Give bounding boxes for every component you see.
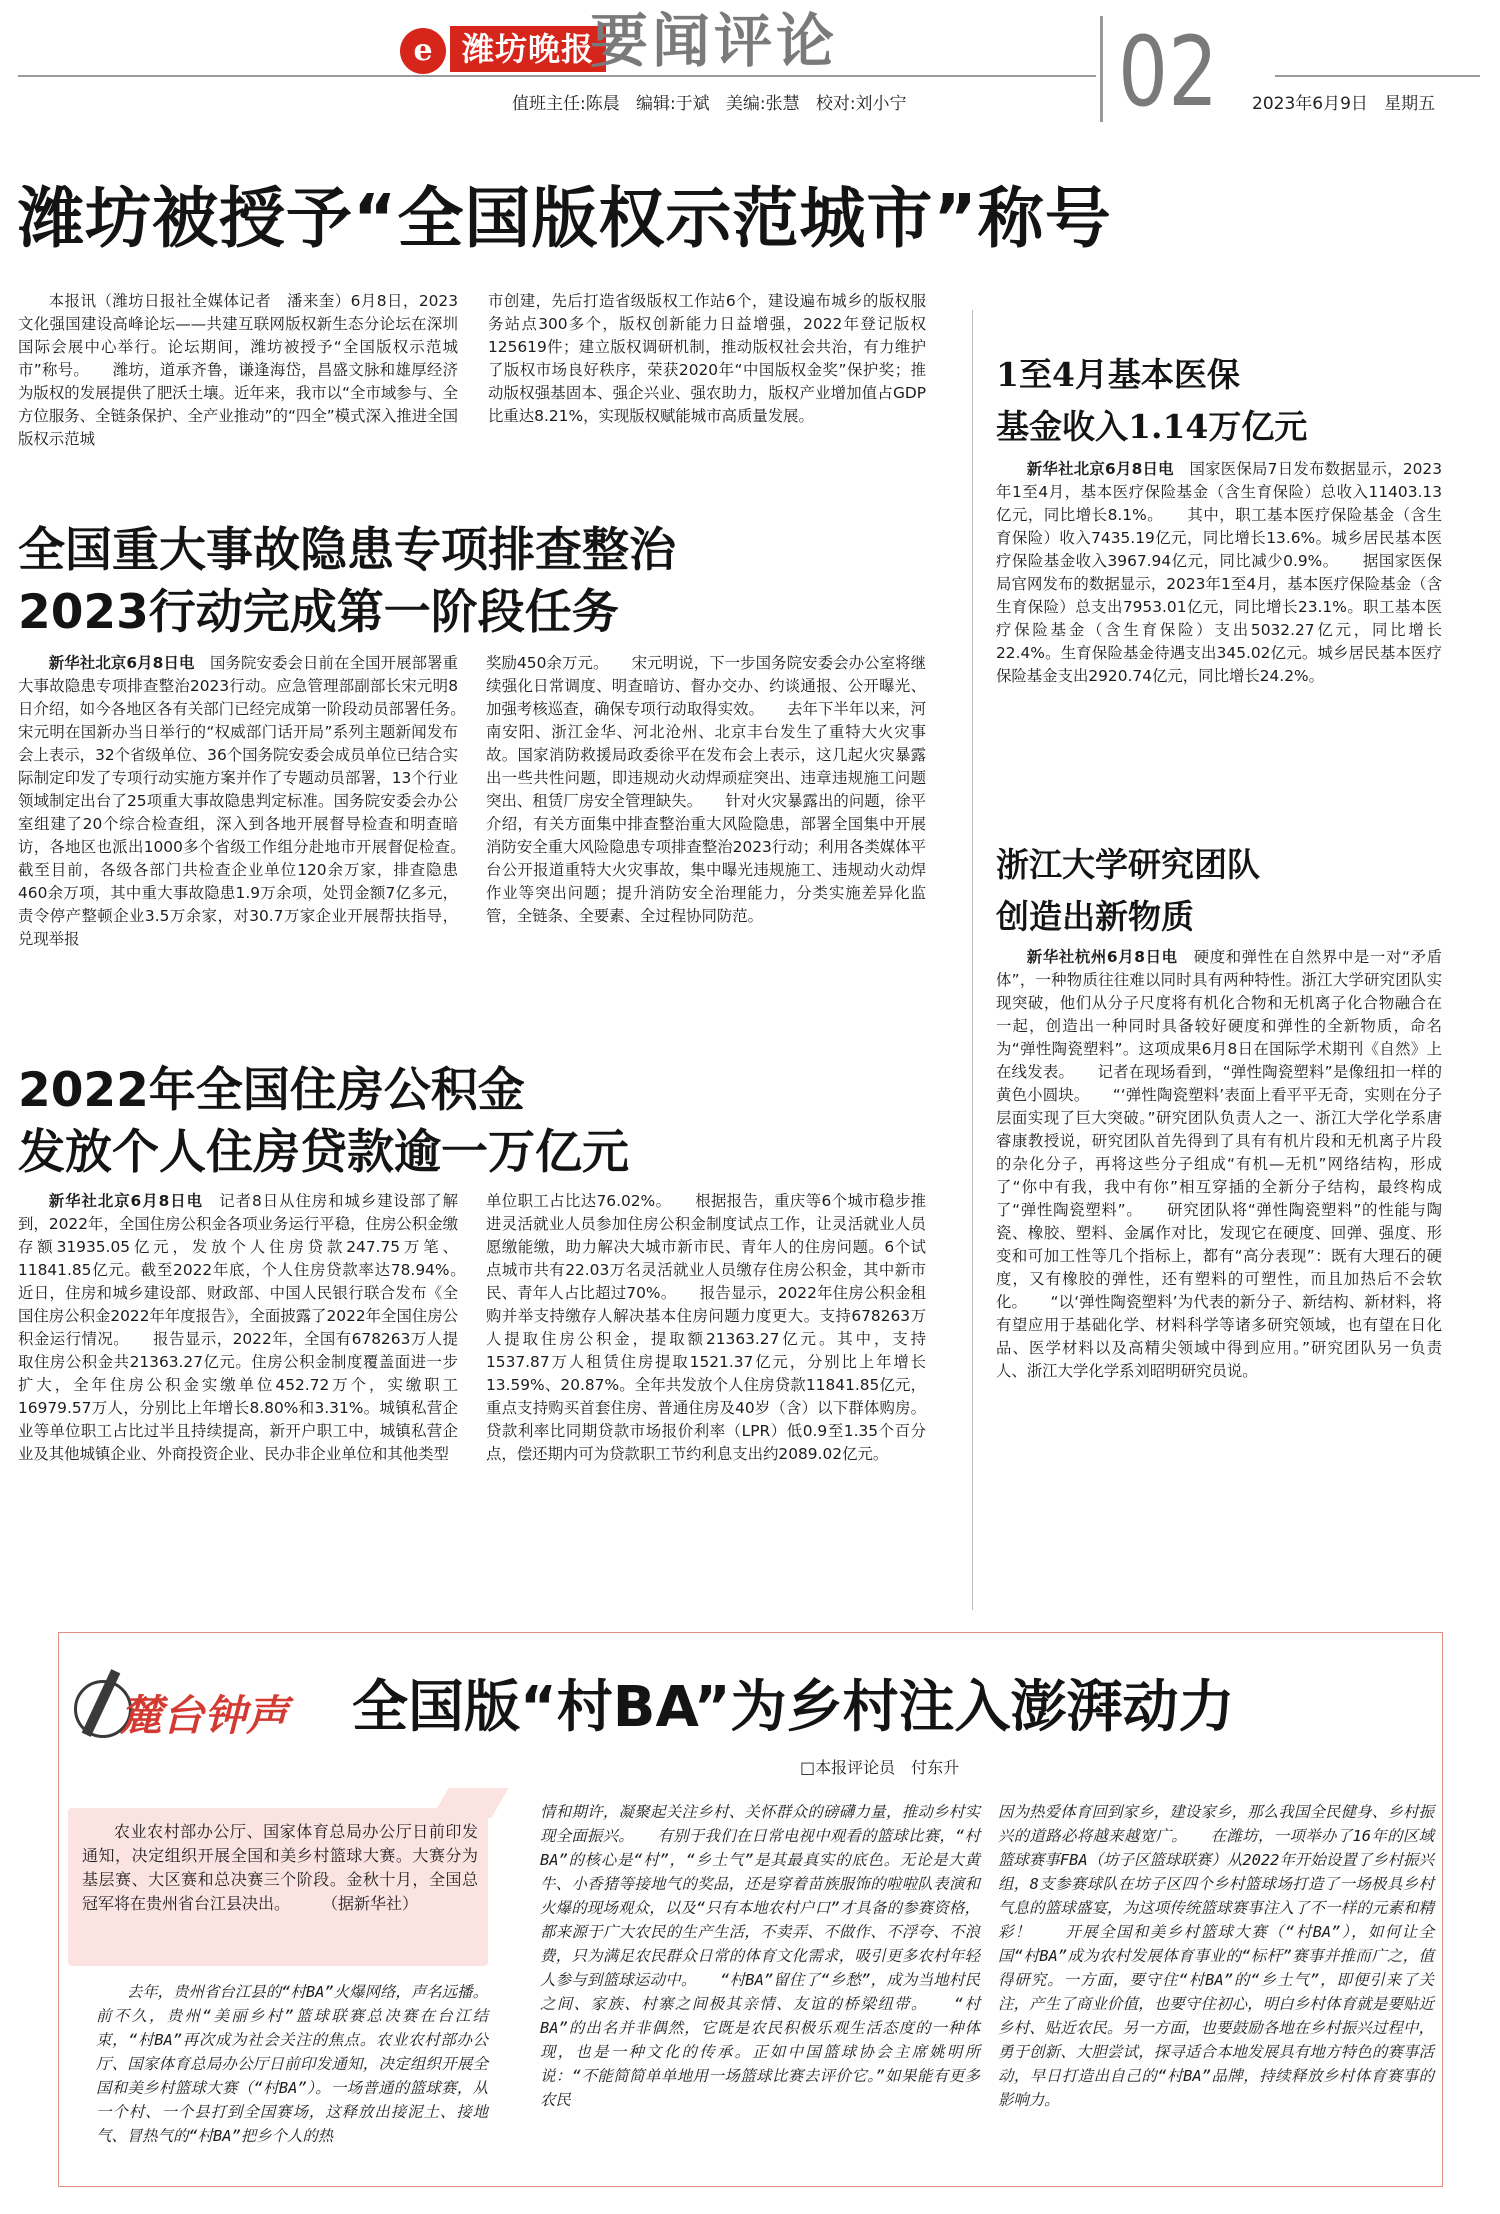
insurance-dateline: 新华社北京6月8日电 — [1026, 460, 1174, 478]
insurance-paragraph: 国家医保局7日发布数据显示，2023年1至4月，基本医疗保险基金（含生育保险）总收入11403.13亿元，同比增长8.1%。 其中，职工基本医疗保险基金（含生育保险）收入7435.19亿元，同比增长13.6%。城乡居民基本医疗保险基金收入3967.94亿元，同比减少0.9%。 据国家医保局官网发布的数据显示，2023年1至4月，基本医疗保险基金（含生育保险）总支出7953.01亿元，同比增长23.1%。职工基本医疗保险基金（含生育保险）支出5032.27亿元，同比增长22.4%。生育保险基金待遇支出345.02亿元。城乡居民基本医疗保险基金支出2920.74亿元，同比增长24.2%。 — [996, 460, 1442, 685]
lead-paragraph-1: 本报讯（潍坊日报社全媒体记者 潘来奎）6月8日，2023文化强国建设高峰论坛——共建互联网版权新生态分论坛在深圳国际会展中心举行。论坛期间，潍坊被授予“全国版权示范城市”称号。 潍坊，道承齐鲁，谦逢海岱，昌盛文脉和雄厚经济为版权的发展提供了肥沃土壤。近年来，我市以“全市域参与、全方位服务、全链条保护、全产业推动”的“四全”模式深入推进全国版权示范城 — [18, 292, 458, 448]
safety-paragraph-1: 国务院安委会日前在全国开展部署重大事故隐患专项排查整治2023行动。应急管理部副部长宋元明8日介绍，如今各地区各有关部门已经完成第一阶段动员部署任务。 宋元明在国新办当日举行的“权威部门话开局”系列主题新闻发布会上表示，32个省级单位、36个国务院安委会成员单位已结合实际制定印发了专项行动实施方案并作了专题动员部署，13个行业领域制定出台了25项重大事故隐患判定标准。国务院安委会办公室组建了20个综合检查组，深入到各地开展督导检查和明查暗访，各地区也派出1000多个省级工作组分赴地市开展督促检查。 截至目前，各级各部门共检查企业单位120余万家，排查隐患460余万项，其中重大事故隐患1.9万余项，处罚金额7亿多元，责令停产整顿企业3.5万余家，对30.7万家企业开展帮扶指导，兑现举报 — [18, 654, 489, 948]
commentary-paragraph-2: 情和期许，凝聚起关注乡村、关怀群众的磅礴力量，推动乡村实现全面振兴。 有别于我们在日常电视中观看的篮球比赛，“村BA”的核心是“村”，“乡土气”是其最真实的底色。无论是大黄牛、小香猪等接地气的奖品，还是穿着苗族服饰的啦啦队表演和火爆的现场观众，以及“只有本地农村户口”才具备的参赛资格，都来源于广大农民的生产生活，不卖弄、不做作、不浮夸、不浪费，只为满足农民群众日常的体育文化需求，吸引更多农村年轻人参与到篮球运动中。 “村BA”留住了“乡愁”，成为当地村民之间、家族、村寨之间极其亲情、友谊的桥梁纽带。 “村BA”的出名并非偶然，它既是农民积极乐观生活态度的一种体现，也是一种文化的传承。正如中国篮球协会主席姚明所说：“不能简简单单地用一场篮球比赛去评价它。”如果能有更多农民 — [540, 1803, 980, 2109]
housing-article-col2 — [486, 1190, 926, 1612]
safety-headline-line1: 全国重大事故隐患专项排查整治 — [18, 523, 676, 578]
commentary-paragraph-3: 因为热爱体育回到家乡，建设家乡，那么我国全民健身、乡村振兴的道路必将越来越宽广。 在潍坊，一项举办了16年的区域篮球赛事FBA（坊子区篮球联赛）从2022年开始设置了乡村振兴组，8支参赛球队在坊子区四个乡村篮球场打造了一场极具乡村气息的篮球盛宴，为这项传统篮球赛事注入了不一样的元素和精彩！ 开展全国和美乡村篮球大赛（“村BA”），如何让全国“村BA”成为农村发展体育事业的“标杆”赛事并推而广之，值得研究。一方面，要守住“村BA”的“乡土气”，即便引来了关注，产生了商业价值，也要守住初心，明白乡村体育就是要贴近乡村、贴近农民。另一方面，也要鼓励各地在乡村振兴过程中，勇于创新、大胆尝试，探寻适合本地发展具有地方特色的赛事活动，早日打造出自己的“村BA”品牌，持续释放乡村体育赛事的影响力。 — [998, 1803, 1434, 2109]
lead-paragraph-2: 市创建，先后打造省级版权工作站6个，建设遍布城乡的版权服务站点300多个，版权创新能力日益增强，2022年登记版权125619件；建立版权调研机制，推动版权社会共治，有力维护了版权市场良好秩序，荣获2020年“中国版权金奖”保护奖；推动版权强基固本、强企兴业、强农助力，版权产业增加值占GDP比重达8.21%，实现版权赋能城市高质量发展。 — [488, 292, 926, 425]
lead-article-col1 — [18, 290, 458, 502]
editorial-credits: 值班主任:陈晨 编辑:于斌 美编:张慧 校对:刘小宁 — [512, 94, 907, 114]
commentary-headline: 全国版“村BA”为乡村注入澎湃动力 — [352, 1675, 1235, 1740]
summary-text — [82, 1820, 478, 1916]
housing-dateline: 新华社北京6月8日电 — [48, 1192, 203, 1210]
insurance-article — [996, 458, 1442, 778]
brand-logo-icon: e — [400, 28, 446, 74]
safety-article-col1 — [18, 652, 489, 1048]
commentary-paragraph-1: 去年，贵州省台江县的“村BA”火爆网络，声名远播。前不久，贵州“美丽乡村”篮球联赛总决赛在台江结束，“村BA”再次成为社会关注的焦点。农业农村部办公厅、国家体育总局办公厅日前印发通知，决定组织开展全国和美乡村篮球大赛（“村BA”）。一场普通的篮球赛，从一个村、一个县打到全国赛场，这释放出接泥土、接地气、冒热气的“村BA”把乡个人的热 — [96, 1983, 488, 2145]
brand-name: 潍坊晚报 — [450, 26, 606, 72]
masthead-rule-right — [1275, 75, 1480, 77]
housing-paragraph-1: 记者8日从住房和城乡建设部了解到，2022年，全国住房公积金各项业务运行平稳，住房公积金缴存额31935.05亿元，发放个人住房贷款247.75万笔、11841.85亿元。截至2022年底，个人住房贷款率达78.94%。 近日，住房和城乡建设部、财政部、中国人民银行联合发布《全国住房公积金2022年年度报告》，全面披露了2022年全国住房公积金运行情况。 报告显示，2022年，全国有678263万人提取住房公积金共21363.27亿元。住房公积金制度覆盖面进一步扩大，全年住房公积金实缴单位452.72万个，实缴职工16979.57万人，分别比上年增长8.80%和3.31%。城镇私营企业等单位职工占比过半且持续提高，新开户职工中，城镇私营企业及其他城镇企业、外商投资企业、民办非企业单位和其他类型 — [18, 1192, 489, 1463]
commentary-col2 — [540, 1800, 980, 2180]
commentary-byline: □本报评论员 付东升 — [800, 1758, 960, 1777]
material-paragraph: 硬度和弹性在自然界中是一对“矛盾体”，一种物质往往难以同时具有两种特性。浙江大学研究团队实现突破，他们从分子尺度将有机化合物和无机离子化合物融合在一起，创造出一种同时具备较好硬度和弹性的全新物质，命名为“弹性陶瓷塑料”。这项成果6月8日在国际学术期刊《自然》上在线发表。 记者在现场看到，“弹性陶瓷塑料”是像纽扣一样的黄色小圆块。 “‘弹性陶瓷塑料’表面上看平平无奇，实则在分子层面实现了巨大突破。”研究团队负责人之一、浙江大学化学系唐睿康教授说，研究团队首先得到了具有有机片段和无机离子片段的杂化分子，再将这些分子组成“有机—无机”网络结构，形成了“你中有我，我中有你”相互穿插的全新分子结构，最终构成了“弹性陶瓷塑料”。 研究团队将“弹性陶瓷塑料”的性能与陶瓷、橡胶、塑料、金属作对比，发现它在硬度、回弹、强度、形变和可加工性等几个指标上，都有“高分表现”：既有大理石的硬度，又有橡胶的弹性，还有塑料的可塑性，而且加热后不会软化。 “以‘弹性陶瓷塑料’为代表的新分子、新结构、新材料，将有望应用于基础化学、材料科学等诸多研究领域，也有望在日化品、医学材料以及高精尖领域中得到应用。”研究团队另一负责人、浙江大学化学系刘昭明研究员说。 — [996, 948, 1442, 1380]
safety-paragraph-2: 奖励450余万元。 宋元明说，下一步国务院安委会办公室将继续强化日常调度、明查暗访、督办交办、约谈通报、公开曝光、加强考核巡查，确保专项行动取得实效。 去年下半年以来，河南安阳、浙江金华、河北沧州、北京丰台发生了重特大火灾事故。国家消防救援局政委徐平在发布会上表示，这几起火灾暴露出一些共性问题，即违规动火动焊顽症突出、违章违规施工问题突出、租赁厂房安全管理缺失。 针对火灾暴露出的问题，徐平介绍，有关方面集中排查整治重大风险隐患，部署全国集中开展消防安全重大风险隐患专项排查整治2023行动；利用各类媒体平台公开报道重特大火灾事故，集中曝光违规施工、违规动火动焊作业等突出问题；提升消防安全治理能力，分类实施差异化监管，全链条、全要素、全过程协同防范。 — [486, 654, 926, 925]
commentary-col3 — [998, 1800, 1434, 2180]
material-headline-line1: 浙江大学研究团队 — [996, 845, 1260, 884]
material-dateline: 新华社杭州6月8日电 — [1026, 948, 1178, 966]
masthead-rule — [18, 75, 1096, 77]
section-title: 要闻评论 — [590, 7, 839, 75]
lead-article-col2 — [488, 290, 926, 502]
safety-dateline: 新华社北京6月8日电 — [48, 654, 195, 672]
column-rule — [972, 310, 973, 1610]
lead-headline: 潍坊被授予“全国版权示范城市”称号 — [18, 180, 1112, 257]
insurance-headline-line2: 基金收入1.14万亿元 — [996, 407, 1308, 446]
page-number-divider — [1100, 16, 1103, 122]
material-headline-line2: 创造出新物质 — [996, 897, 1194, 936]
column-name: 麓台钟声 — [120, 1691, 289, 1740]
safety-article-col2 — [486, 652, 926, 1048]
housing-article-col1 — [18, 1190, 489, 1612]
material-article — [996, 946, 1442, 1612]
insurance-headline-line1: 1至4月基本医保 — [996, 355, 1240, 394]
commentary-col1 — [96, 1980, 488, 2176]
safety-headline-line2: 2023行动完成第一阶段任务 — [18, 585, 619, 640]
housing-headline-line2: 发放个人住房贷款逾一万亿元 — [18, 1125, 629, 1180]
summary-paragraph: 农业农村部办公厅、国家体育总局办公厅日前印发通知，决定组织开展全国和美乡村篮球大赛。大赛分为基层赛、大区赛和总决赛三个阶段。金秋十月，全国总冠军将在贵州省台江县决出。 （据新华社） — [82, 1822, 478, 1913]
page-number: 02 — [1118, 16, 1219, 128]
issue-date: 2023年6月9日 星期五 — [1252, 94, 1436, 114]
housing-paragraph-2: 单位职工占比达76.02%。 根据报告，重庆等6个城市稳步推进灵活就业人员参加住房公积金制度试点工作，让灵活就业人员愿缴能缴，助力解决大城市新市民、青年人的住房问题。6个试点城市共有22.03万名灵活就业人员缴存住房公积金，其中新市民、青年人占比超过70%。 报告显示，2022年住房公积金租购并举支持缴存人解决基本住房问题力度更大。支持678263万人提取住房公积金，提取额21363.27亿元。其中，支持1537.87万人租赁住房提取1521.37亿元，分别比上年增长13.59%、20.87%。全年共发放个人住房贷款11841.85亿元，重点支持购买首套住房、普通住房及40岁（含）以下群体购房。贷款利率比同期贷款市场报价利率（LPR）低0.9至1.35个百分点，偿还期内可为贷款职工节约利息支出约2089.02亿元。 — [486, 1192, 926, 1463]
housing-headline-line1: 2022年全国住房公积金 — [18, 1063, 525, 1118]
